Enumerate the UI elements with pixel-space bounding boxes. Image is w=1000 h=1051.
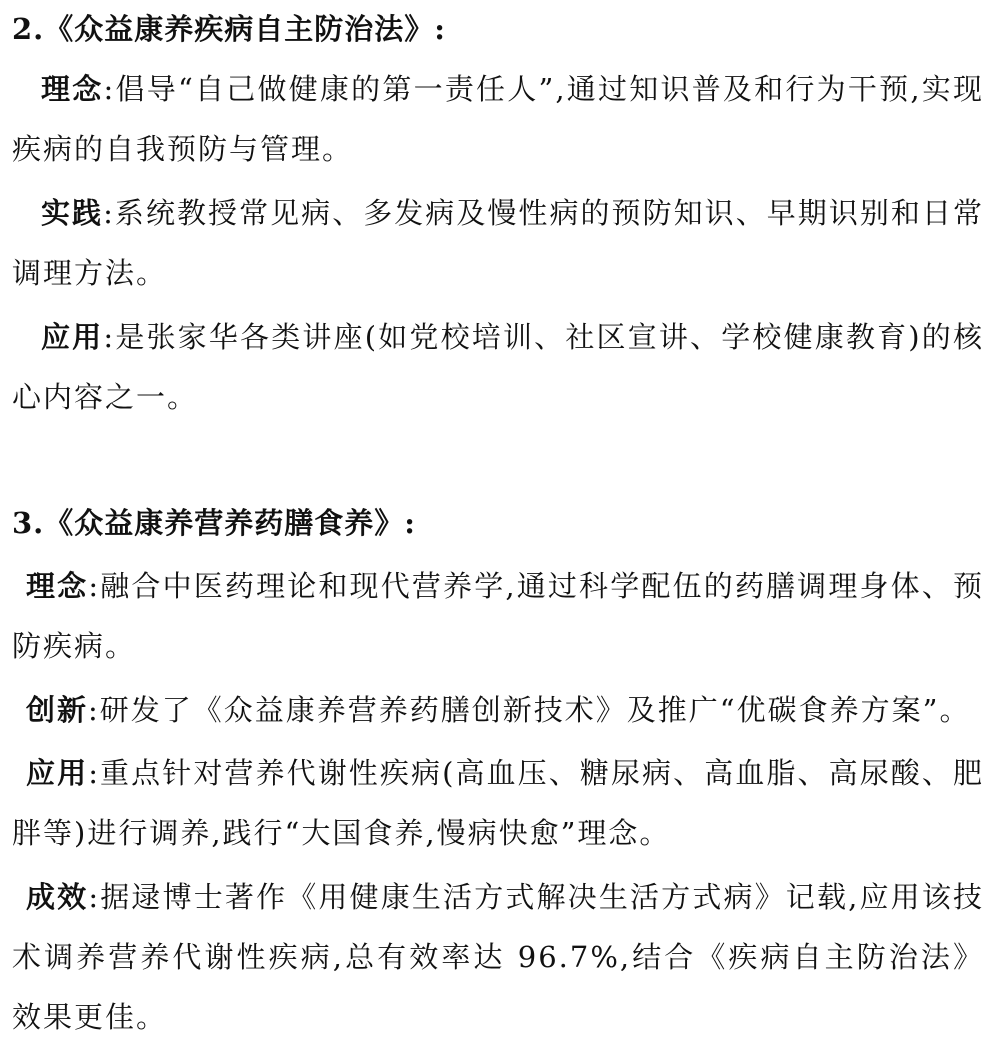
label-colon: : bbox=[103, 320, 116, 354]
section-2-concept-paragraph bbox=[12, 59, 984, 179]
label-colon: : bbox=[88, 569, 101, 603]
section-3-results-paragraph bbox=[12, 867, 984, 1047]
section-3-innovation-paragraph bbox=[12, 680, 984, 740]
concept-text: 倡导“自己做健康的第一责任人”,通过知识普及和行为干预,实现疾病的自我预防与管理。 bbox=[12, 72, 984, 166]
practice-label: 实践 bbox=[41, 196, 104, 230]
innovation-label: 创新 bbox=[26, 693, 89, 727]
application-text: 重点针对营养代谢性疾病(高血压、糖尿病、高血脂、高尿酸、肥胖等)进行调养,践行“大国食养,慢病快愈”理念。 bbox=[12, 756, 984, 850]
label-colon: : bbox=[103, 196, 115, 230]
label-colon: : bbox=[88, 693, 100, 727]
label-colon: : bbox=[88, 756, 100, 790]
concept-label: 理念 bbox=[41, 72, 104, 106]
application-label: 应用 bbox=[26, 756, 89, 790]
innovation-text: 研发了《众益康养营养药膳创新技术》及推广“优碳食养方案”。 bbox=[99, 693, 971, 727]
section-2-application-paragraph bbox=[12, 307, 984, 427]
concept-label: 理念 bbox=[26, 569, 89, 603]
section-3-concept-paragraph bbox=[12, 556, 984, 676]
practice-text: 系统教授常见病、多发病及慢性病的预防知识、早期识别和日常调理方法。 bbox=[12, 196, 984, 290]
section-3-application-paragraph bbox=[12, 743, 984, 863]
section-3-heading: 3.《众益康养营养药膳食养》: bbox=[12, 506, 416, 540]
results-text: 据逯博士著作《用健康生活方式解决生活方式病》记载,应用该技术调养营养代谢性疾病,总有效率达 96.7%,结合《疾病自主防治法》效果更佳。 bbox=[12, 880, 984, 1034]
application-label: 应用 bbox=[41, 320, 104, 354]
section-2-heading: 2.《众益康养疾病自主防治法》: bbox=[12, 12, 446, 46]
label-colon: : bbox=[88, 880, 101, 914]
results-label: 成效 bbox=[26, 880, 89, 914]
concept-text: 融合中医药理论和现代营养学,通过科学配伍的药膳调理身体、预防疾病。 bbox=[12, 569, 984, 663]
application-text: 是张家华各类讲座(如党校培训、社区宣讲、学校健康教育)的核心内容之一。 bbox=[12, 320, 984, 414]
section-2-practice-paragraph bbox=[12, 183, 984, 303]
label-colon: : bbox=[103, 72, 116, 106]
